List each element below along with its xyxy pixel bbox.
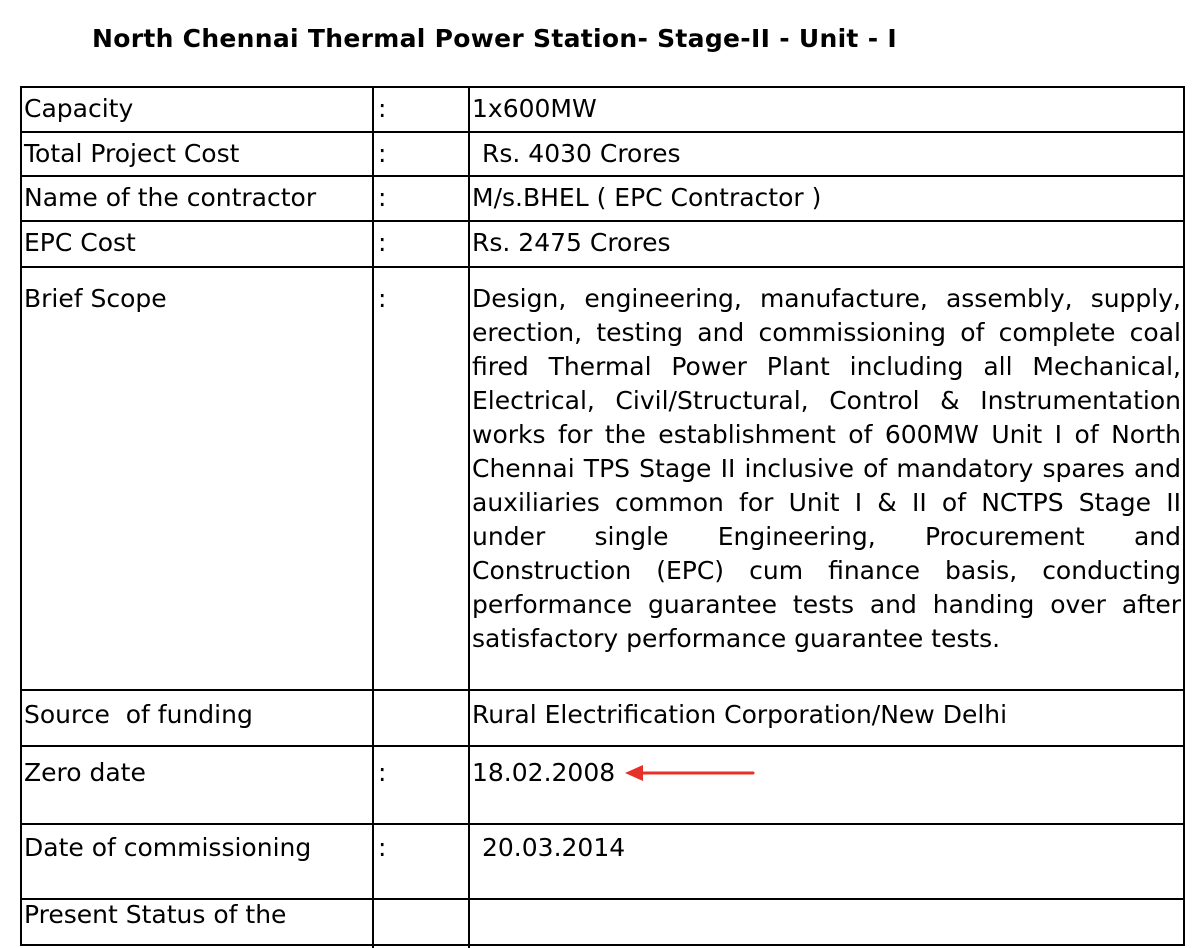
table-row-total-project-cost xyxy=(22,133,1183,177)
colon-zero-date: : xyxy=(372,747,466,823)
label-date-of-commissioning: Date of commissioning xyxy=(24,833,312,862)
value-source-of-funding: Rural Electrification Corporation/New Delhi xyxy=(468,691,1183,745)
label-capacity: Capacity xyxy=(24,94,134,123)
table-row-present-status xyxy=(22,900,1183,948)
label-zero-date: Zero date xyxy=(24,758,146,787)
colon-total-project-cost: : xyxy=(372,133,466,175)
table-row-zero-date xyxy=(22,747,1183,825)
colon-brief-scope: : xyxy=(372,268,466,689)
table-row-brief-scope xyxy=(22,268,1183,691)
colon-date-of-commissioning: : xyxy=(372,825,466,898)
table-row-date-of-commissioning xyxy=(22,825,1183,900)
value-present-status xyxy=(468,900,1183,948)
document-title: North Chennai Thermal Power Station- Stage-II - Unit - I xyxy=(92,24,897,53)
table-row-source-of-funding xyxy=(22,691,1183,747)
value-epc-cost: Rs. 2475 Crores xyxy=(468,222,1183,266)
left-arrow-icon xyxy=(623,762,755,784)
colon-epc-cost: : xyxy=(372,222,466,266)
label-present-status: Present Status of the xyxy=(24,900,287,929)
label-brief-scope: Brief Scope xyxy=(24,284,167,313)
colon-capacity: : xyxy=(372,88,466,131)
label-total-project-cost: Total Project Cost xyxy=(24,139,240,168)
table-row-capacity xyxy=(22,88,1183,133)
colon-contractor: : xyxy=(372,177,466,220)
value-capacity: 1x600MW xyxy=(468,88,1183,131)
label-epc-cost: EPC Cost xyxy=(24,228,136,257)
value-total-project-cost: Rs. 4030 Crores xyxy=(468,133,1183,175)
value-brief-scope: Design, engineering, manufacture, assembly, supply, erection, testing and commissioning of complete coal fired Thermal Power Plant including all Mechanical, Electrical, Civil/Structural, Control & Instrumentation works for the establishment of 600MW Unit I of North Chennai TPS Stage II inclusive of mandatory spares and auxiliaries common for Unit I & II of NCTPS Stage II under single Engineering, Procurement and Construction (EPC) cum finance basis, conducting performance guarantee tests and handing over after satisfactory performance guarantee tests. xyxy=(468,268,1183,689)
colon-source-of-funding xyxy=(372,691,466,745)
value-contractor: M/s.BHEL ( EPC Contractor ) xyxy=(468,177,1183,220)
label-source-of-funding: Source of funding xyxy=(24,700,253,729)
table-row-contractor xyxy=(22,177,1183,222)
value-date-of-commissioning: 20.03.2014 xyxy=(468,825,1183,898)
project-details-table xyxy=(20,86,1185,946)
table-row-epc-cost xyxy=(22,222,1183,268)
value-zero-date: 18.02.2008 xyxy=(468,747,1183,823)
colon-present-status xyxy=(372,900,466,948)
label-contractor: Name of the contractor xyxy=(24,183,317,212)
